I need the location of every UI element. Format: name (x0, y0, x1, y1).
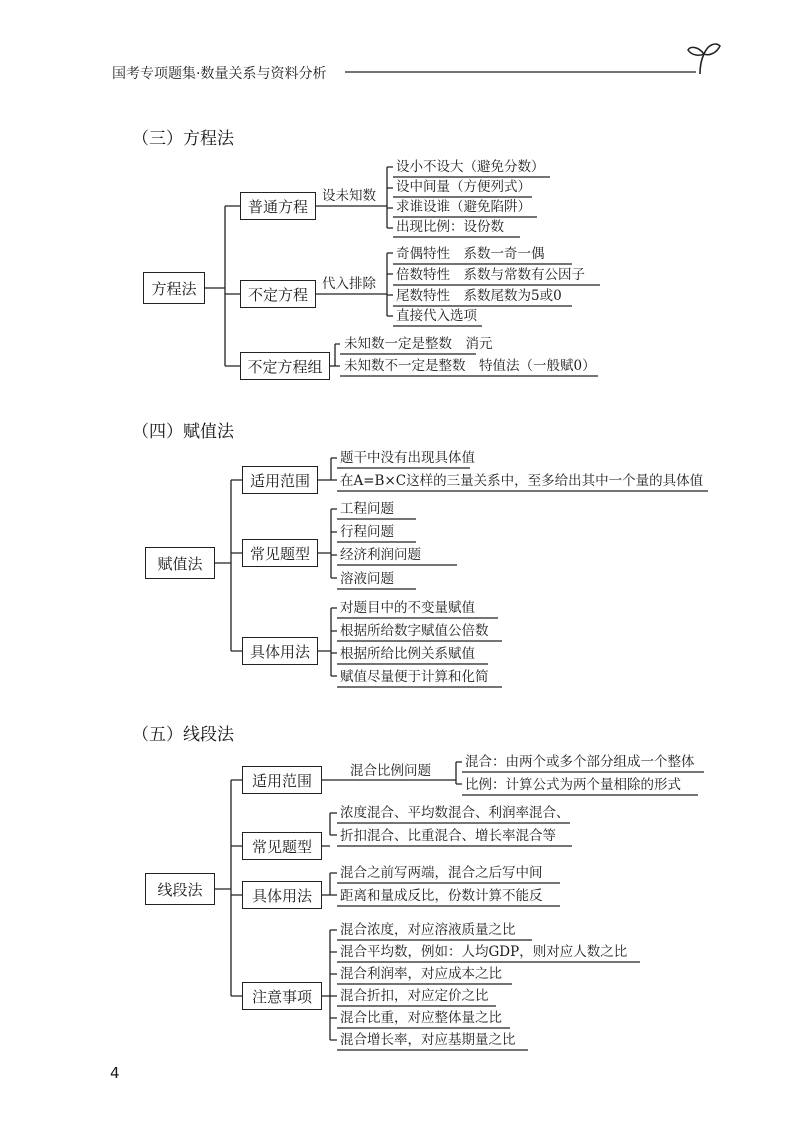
edge-label: 混合比例问题 (350, 763, 431, 779)
leaf-item: 经济利润问题 (340, 547, 421, 563)
branch-node-common-types: 常见题型 (242, 832, 322, 860)
branch-node-scope: 适用范围 (242, 766, 322, 794)
leaf-item: 混合折扣，对应定价之比 (340, 988, 489, 1004)
running-header-title: 国考专项题集·数量关系与资料分析 (112, 66, 327, 82)
branch-node-ordinary-equation: 普通方程 (240, 192, 316, 220)
branch-node-common-types: 常见题型 (242, 539, 318, 567)
leaf-item: 混合比重，对应整体量之比 (340, 1010, 502, 1026)
leaf-item: 对题目中的不变量赋值 (340, 600, 475, 616)
leaf-item: 直接代入选项 (396, 308, 477, 324)
leaf-item: 混合之前写两端，混合之后写中间 (340, 865, 543, 881)
leaf-item: 浓度混合、平均数混合、利润率混合、 (340, 805, 570, 821)
leaf-item: 根据所给数字赋值公倍数 (340, 623, 489, 639)
leaf-item: 设中间量（方便列式） (396, 179, 531, 195)
leaf-item: 尾数特性 系数尾数为5或0 (396, 288, 562, 304)
leaf-item: 设小不设大（避免分数） (396, 159, 545, 175)
leaf-item: 倍数特性 系数与常数有公因子 (396, 267, 585, 283)
leaf-item: 混合：由两个或多个部分组成一个整体 (465, 754, 695, 770)
leaf-item: 行程问题 (340, 524, 394, 540)
leaf-item: 混合浓度，对应溶液质量之比 (340, 922, 516, 938)
leaf-item: 距离和量成反比，份数计算不能反 (340, 888, 543, 904)
root-node-assignment: 赋值法 (145, 547, 215, 579)
branch-node-indeterminate-equation: 不定方程 (240, 280, 316, 308)
leaf-item: 根据所给比例关系赋值 (340, 646, 475, 662)
leaf-item: 混合增长率，对应基期量之比 (340, 1032, 516, 1048)
leaf-item: 奇偶特性 系数一奇一偶 (396, 246, 545, 262)
leaf-item: 工程问题 (340, 501, 394, 517)
leaf-item: 求谁设谁（避免陷阱） (396, 199, 531, 215)
section-title-line-segment: （五）线段法 (132, 725, 234, 745)
leaf-item: 出现比例：设份数 (396, 219, 504, 235)
branch-node-indeterminate-equations: 不定方程组 (240, 352, 330, 380)
branch-node-usage: 具体用法 (242, 637, 318, 665)
leaf-item: 未知数一定是整数 消元 (344, 336, 493, 352)
section-title-assignment: （四）赋值法 (132, 422, 234, 442)
edge-label: 设未知数 (322, 188, 376, 204)
leaf-item: 比例：计算公式为两个量相除的形式 (465, 777, 681, 793)
leaf-item: 赋值尽量便于计算和化简 (340, 669, 489, 685)
leaf-item: 在A=B×C这样的三量关系中，至多给出其中一个量的具体值 (340, 473, 704, 489)
leaf-item: 溶液问题 (340, 571, 394, 587)
root-node-equation: 方程法 (143, 272, 205, 304)
leaf-item: 混合平均数，例如：人均GDP，则对应人数之比 (340, 944, 628, 960)
leaf-item: 混合利润率，对应成本之比 (340, 966, 502, 982)
leaf-item: 题干中没有出现具体值 (340, 450, 475, 466)
branch-node-scope: 适用范围 (242, 466, 318, 494)
page-number: 4 (110, 1064, 120, 1082)
leaf-item: 未知数不一定是整数 特值法（一般赋0） (344, 358, 596, 374)
root-node-line-segment: 线段法 (145, 873, 215, 905)
branch-node-usage: 具体用法 (242, 881, 322, 909)
edge-label: 代入排除 (322, 276, 376, 292)
branch-node-notes: 注意事项 (242, 982, 322, 1010)
section-title-equation: （三）方程法 (132, 129, 234, 149)
leaf-item: 折扣混合、比重混合、增长率混合等 (340, 828, 556, 844)
